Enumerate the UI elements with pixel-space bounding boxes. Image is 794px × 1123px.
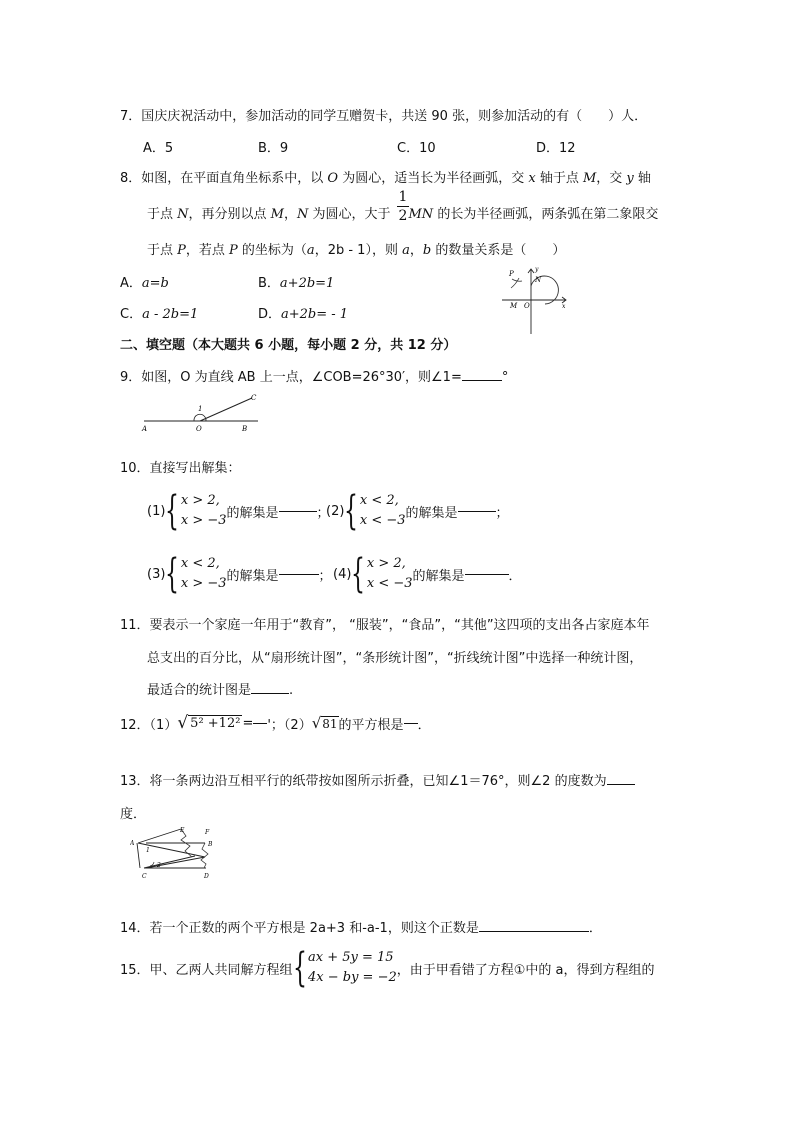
q8-fraction-half: 1 2 — [398, 189, 408, 224]
q10-part1: (1) { x > 2, x > −3 的解集是 ； — [147, 488, 330, 534]
q12-blank-2[interactable] — [404, 723, 418, 724]
q8-coordinate-figure — [498, 264, 573, 336]
q8-option-a: A．a=b — [120, 276, 169, 291]
q12-radicand-1: 5² +12² — [190, 716, 241, 731]
q8-fig-label-p: P — [509, 270, 514, 278]
q11-line2: 总支出的百分比，从“扇形统计图”，“条形统计图”，“折线统计图”中选择一种统计图， — [147, 651, 643, 666]
q10-part4-blank[interactable] — [465, 574, 509, 575]
q8-line3: 于点 P，若点 P 的坐标为（a，2b - 1），则 a，b 的数量关系是（ ） — [147, 243, 566, 258]
q13-fig-label-e: E — [180, 827, 185, 834]
q11-answer-blank[interactable] — [251, 693, 289, 694]
q8-option-d: D．a+2b= - 1 — [258, 307, 349, 322]
q8-line2: 于点 N，再分别以点 M，N 为圆心，大于 MN 的长为半径画弧，两条弧在第二象限交 — [147, 207, 659, 222]
q8-fig-label-x: x — [562, 303, 566, 310]
q9-fig-label-o: O — [196, 425, 202, 432]
q7-option-c: C．10 — [397, 141, 436, 156]
q13-fig-label-2: 2 — [157, 862, 161, 869]
q9-fig-label-c: C — [251, 394, 257, 402]
q12-line: 12．（1） √ 5² +12² = '；（2） √ 81 的平方根是 ． — [120, 713, 431, 733]
q10-part2: (2) { x < 2, x < −3 的解集是 ； — [326, 488, 509, 534]
q12-radicand-2: 81 — [322, 716, 338, 731]
q12-blank-1[interactable] — [253, 723, 267, 724]
q9-fig-label-a: A — [142, 425, 148, 432]
q13-fig-label-d: D — [204, 873, 209, 880]
q11-line1: 11．要表示一个家庭一年用于“教育”， “服装”，“食品”，“其他”这四项的支出各占家庭本年 — [120, 618, 650, 633]
q13-answer-blank[interactable] — [607, 784, 635, 785]
q8-option-c: C．a - 2b=1 — [120, 307, 199, 322]
q13-fig-label-c: C — [142, 873, 147, 880]
q13-fig-label-f: F — [205, 829, 210, 836]
q10-part2-blank[interactable] — [458, 511, 496, 512]
q13-line2: 度． — [120, 807, 147, 822]
q9-answer-blank[interactable] — [462, 380, 502, 381]
q10-stem: 10．直接写出解集： — [120, 461, 241, 476]
q14-line: 14．若一个正数的两个平方根是 2a+3 和-a-1，则这个正数是 ． — [120, 921, 602, 936]
q7-stem: 7．国庆庆祝活动中，参加活动的同学互赠贺卡，共送 90 张，则参加活动的有（ ）人． — [120, 109, 648, 124]
q8-fig-label-y: y — [535, 266, 539, 273]
q15-line: 15．甲、乙两人共同解方程组 { ax + 5y = 15 4x − by = −2 ，由于甲看错了方程①中的 a，得到方程组的 — [120, 945, 655, 991]
q10-part3: (3) { x < 2, x > −3 的解集是 ； — [147, 551, 332, 597]
q9-stem: 9．如图，O 为直线 AB 上一点，∠COB=26°30′，则∠1= ° — [120, 370, 509, 385]
q8-fig-label-n: N — [535, 276, 542, 284]
q13-fig-label-1: 1 — [146, 847, 150, 854]
q10-part4: (4) { x > 2, x < −3 的解集是 ． — [333, 551, 522, 597]
q13-folding-figure — [130, 824, 215, 880]
q13-fig-label-b: B — [208, 841, 213, 848]
q7-option-a: A．5 — [143, 141, 174, 156]
q13-line1: 13．将一条两边沿互相平行的纸带按如图所示折叠，已知∠1＝76°，则∠2 的度数为 — [120, 770, 635, 789]
q7-option-b: B．9 — [258, 141, 289, 156]
q8-fig-label-m: M — [510, 302, 518, 310]
q8-line1: 8．如图，在平面直角坐标系中，以 O 为圆心，适当长为半径画弧，交 x 轴于点 M，交 y 轴 — [120, 171, 651, 186]
q9-fig-label-b: B — [242, 425, 248, 432]
q8-option-b: B．a+2b=1 — [258, 276, 335, 291]
q7-option-d: D．12 — [536, 141, 576, 156]
q9-angle-figure — [138, 392, 268, 432]
q10-part3-blank[interactable] — [279, 574, 319, 575]
q14-answer-blank[interactable] — [479, 931, 589, 932]
q8-fig-label-o: O — [524, 302, 530, 310]
q11-line3: 最适合的统计图是 . — [147, 683, 294, 698]
q13-fig-label-a: A — [130, 840, 135, 847]
q10-part1-blank[interactable] — [279, 511, 317, 512]
q9-fig-label-1: 1 — [198, 405, 203, 413]
section2-heading: 二、填空题（本大题共 6 小题，每小题 2 分，共 12 分） — [120, 338, 457, 353]
